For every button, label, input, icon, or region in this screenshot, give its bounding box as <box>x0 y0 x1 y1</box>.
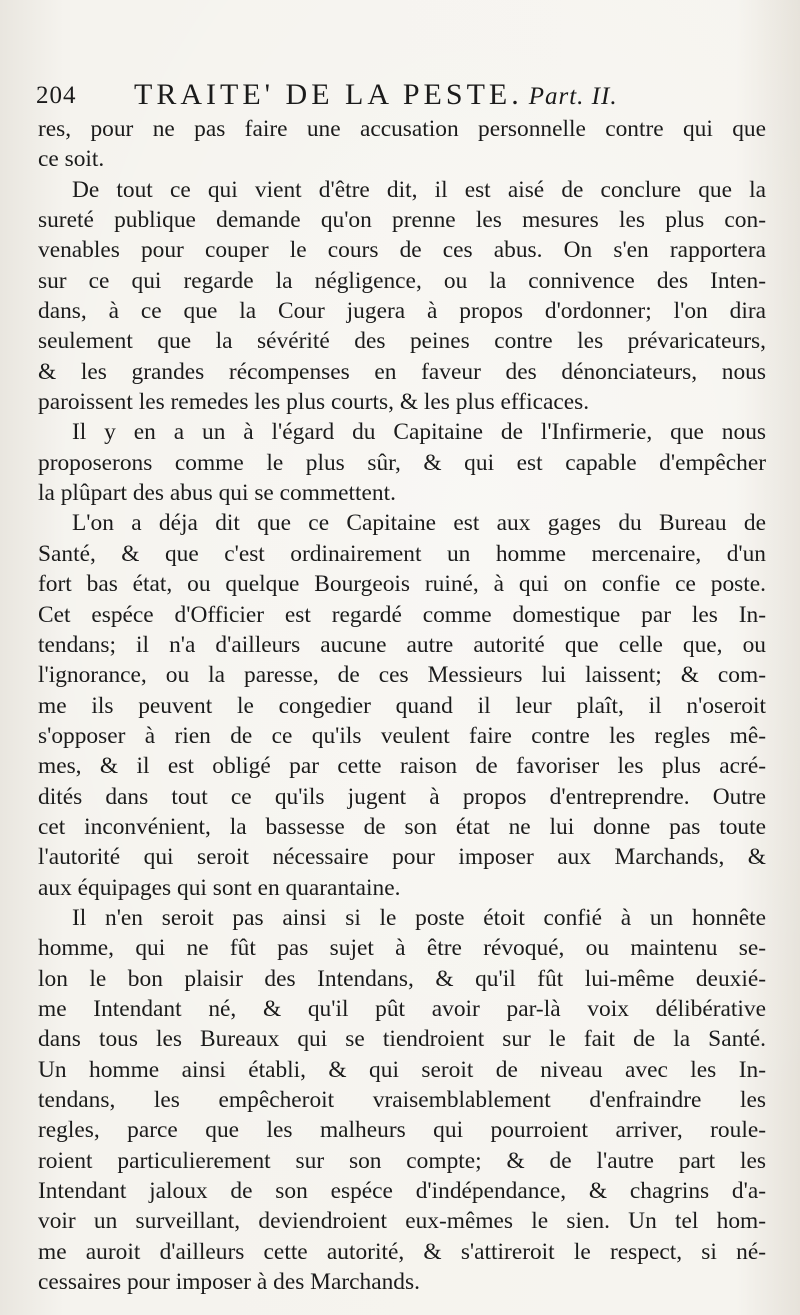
running-title-text: TRAITE' DE LA PESTE. <box>134 78 523 111</box>
text-line: Intendant jaloux de son espéce d'indépendance, & chagrins d'a- <box>38 1178 766 1205</box>
text-line: Il n'en seroit pas ainsi si le poste étoit confié à un honnête <box>72 904 766 931</box>
part-label: Part. II. <box>528 83 618 110</box>
text-line: venables pour couper le cours de ces abus. On s'en rapportera <box>38 237 766 264</box>
text-line: voir un surveillant, deviendroient eux-mêmes le sien. Un tel hom- <box>38 1208 766 1235</box>
text-line: sureté publique demande qu'on prenne les mesures les plus con- <box>38 207 766 234</box>
text-line: L'on a déja dit que ce Capitaine est aux gages du Bureau de <box>72 510 766 537</box>
text-line: & les grandes récompenses en faveur des dénonciateurs, nous <box>38 358 766 385</box>
text-line: l'autorité qui seroit nécessaire pour imposer aux Marchands, & <box>38 844 766 871</box>
text-line: roient particulierement sur son compte; & de l'autre part les <box>38 1147 766 1174</box>
text-line: tendans, les empêcheroit vraisemblablement d'enfraindre les <box>38 1087 766 1113</box>
text-line: seulement que la sévérité des peines contre les prévaricateurs, <box>38 328 766 355</box>
text-line: cessaires pour imposer à des Marchands. <box>38 1269 420 1296</box>
text-line: paroissent les remedes les plus courts, & les plus efficaces. <box>38 389 590 416</box>
text-line: homme, qui ne fût pas sujet à être révoqué, ou maintenu se- <box>38 935 766 962</box>
text-line: regles, parce que les malheurs qui pourroient arriver, roule- <box>38 1117 766 1144</box>
text-line: Il y en a un à l'égard du Capitaine de l'Infirmerie, que nous <box>72 419 766 446</box>
text-line: proposerons comme le plus sûr, & qui est capable d'empêcher <box>38 449 766 476</box>
text-line: Un homme ainsi établi, & qui seroit de niveau avec les In- <box>38 1056 766 1083</box>
text-line: cet inconvénient, la bassesse de son état ne lui donne pas toute <box>38 813 766 840</box>
text-line: s'opposer à rien de ce qu'ils veulent faire contre les regles mê- <box>38 722 766 749</box>
body-text <box>38 114 766 1297</box>
text-line: me auroit d'ailleurs cette autorité, & s'attireroit le respect, si né- <box>38 1238 766 1265</box>
text-line: dans tous les Bureaux qui se tiendroient sur le fait de la Santé. <box>38 1026 766 1053</box>
running-title <box>134 78 618 112</box>
text-line: dans, à ce que la Cour jugera à propos d'ordonner; l'on dira <box>38 298 766 325</box>
text-line: Santé, & que c'est ordinairement un homme mercenaire, d'un <box>38 540 766 567</box>
text-line: sur ce qui regarde la négligence, ou la connivence des Inten- <box>38 267 766 294</box>
page-number: 204 <box>36 82 77 109</box>
text-line: l'ignorance, ou la paresse, de ces Messieurs lui laissent; & com- <box>38 662 766 689</box>
text-line: mes, & il est obligé par cette raison de favoriser les plus acré- <box>38 753 766 780</box>
text-line: ce soit. <box>38 146 105 173</box>
text-line: aux équipages qui sont en quarantaine. <box>38 874 401 901</box>
text-line: la plûpart des abus qui se commettent. <box>38 480 396 507</box>
text-line: fort bas état, ou quelque Bourgeois ruiné, à qui on confie ce poste. <box>38 571 766 598</box>
page-header <box>36 78 766 118</box>
text-line: me Intendant né, & qu'il pût avoir par-là voix délibérative <box>38 995 766 1022</box>
text-line: res, pour ne pas faire une accusation personnelle contre qui que <box>38 116 766 142</box>
text-line: me ils peuvent le congedier quand il leur plaît, il n'oseroit <box>38 692 766 719</box>
text-line: tendans; il n'a d'ailleurs aucune autre autorité que celle que, ou <box>38 631 766 658</box>
text-line: dités dans tout ce qu'ils jugent à propos d'entreprendre. Outre <box>38 783 766 810</box>
text-line: De tout ce qui vient d'être dit, il est aisé de conclure que la <box>72 176 766 203</box>
text-line: lon le bon plaisir des Intendans, & qu'il fût lui-même deuxié- <box>38 965 766 992</box>
text-line: Cet espéce d'Officier est regardé comme domestique par les In- <box>38 601 766 628</box>
